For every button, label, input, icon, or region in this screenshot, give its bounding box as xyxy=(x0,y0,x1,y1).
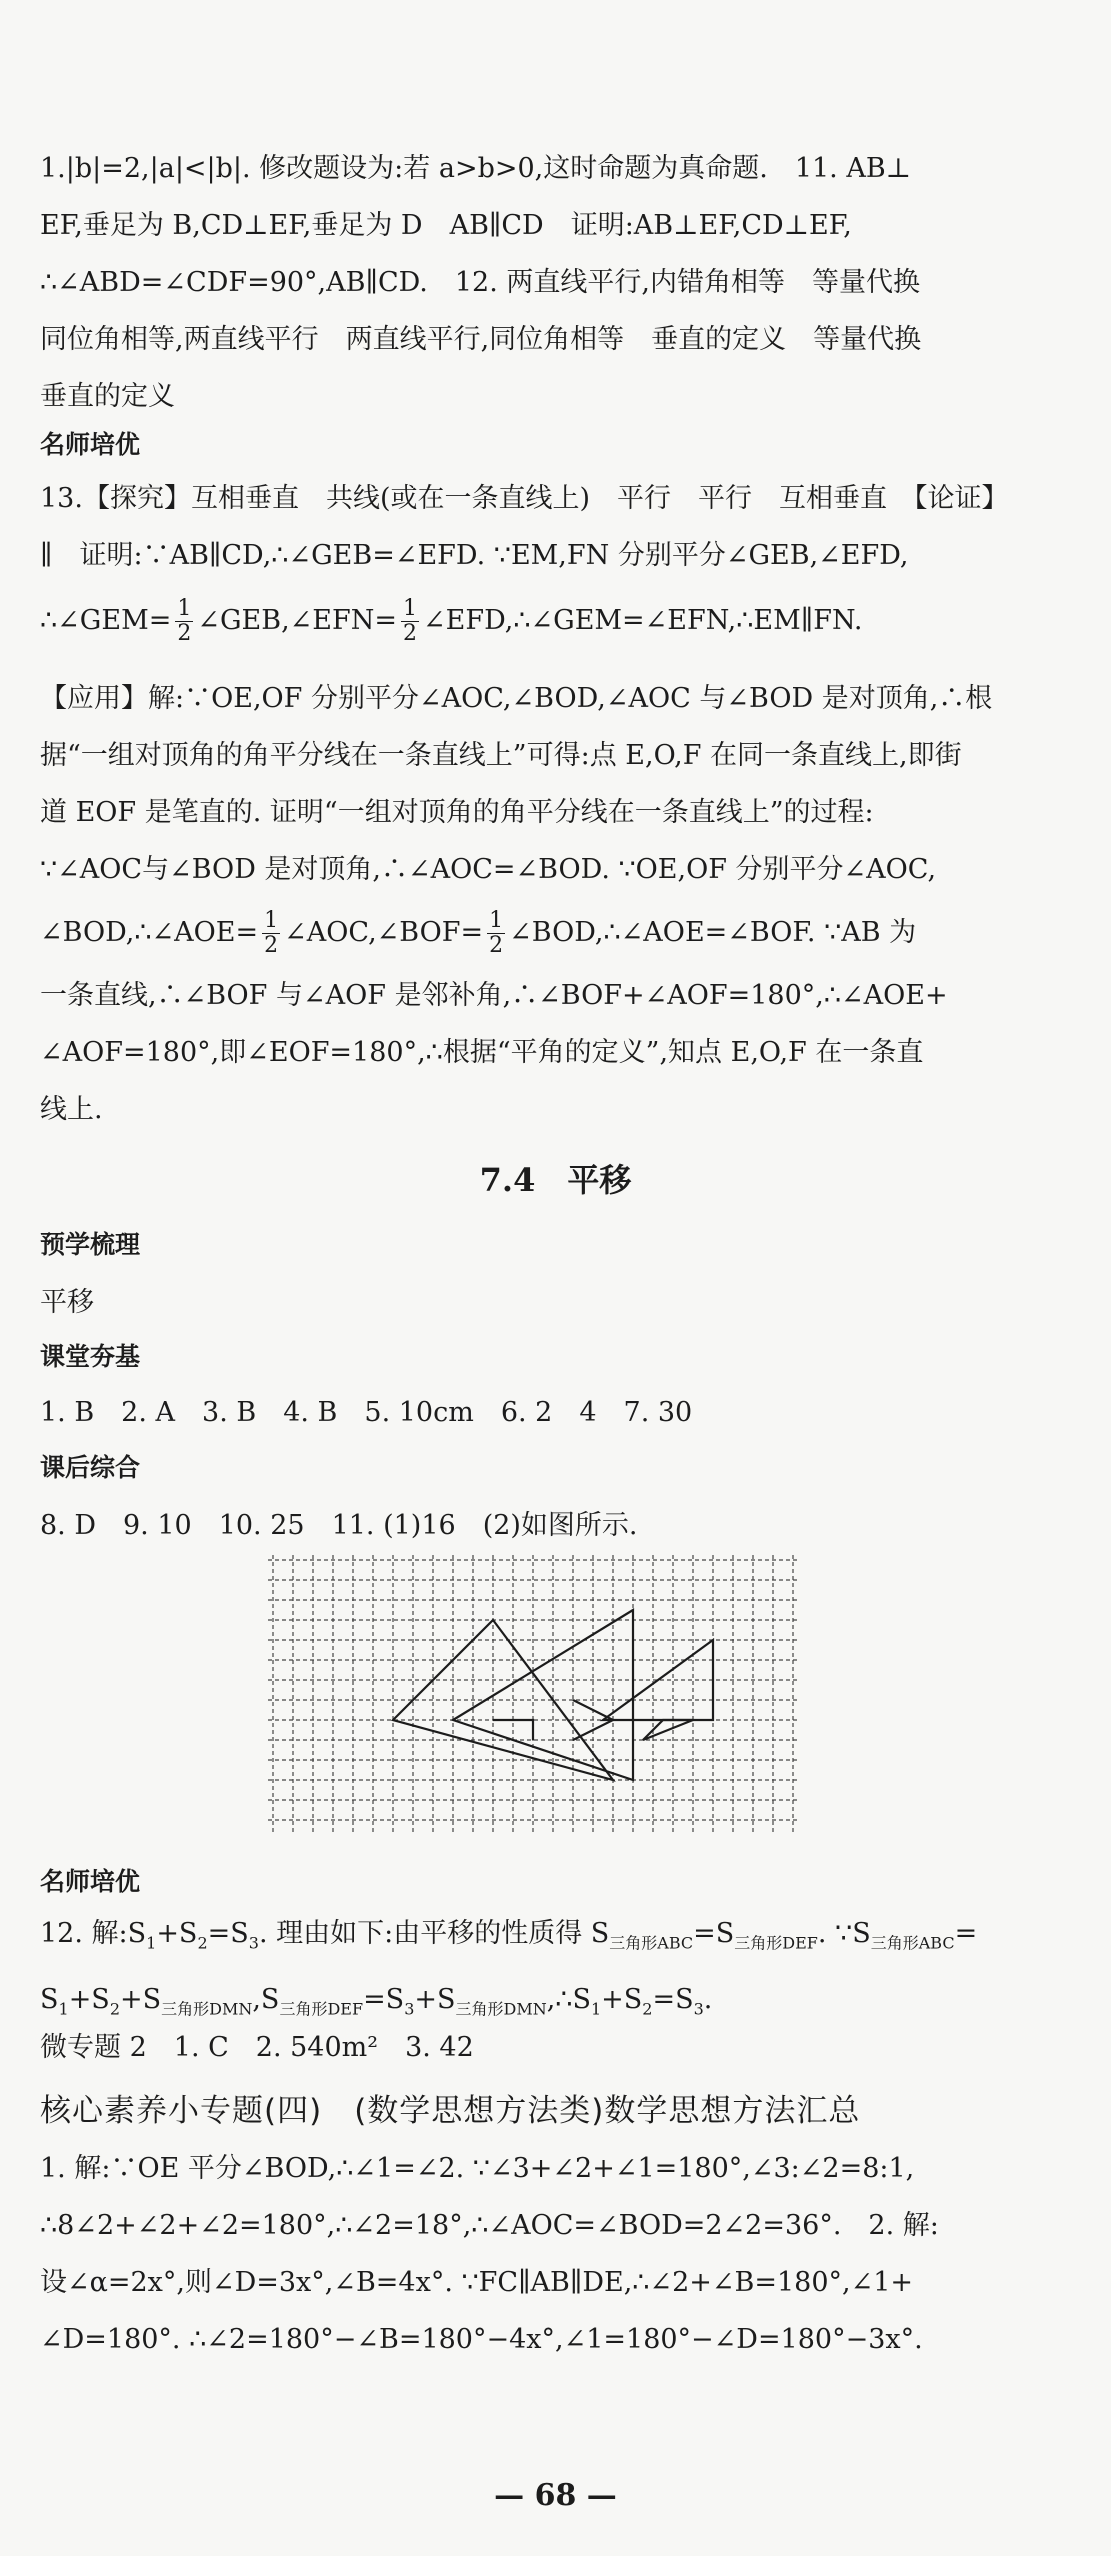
yuxue-answer: 平移 xyxy=(40,1287,94,1318)
text-line xyxy=(40,1905,1040,1971)
text-line: 一条直线,∴∠BOF 与∠AOF 是邻补角,∴∠BOF+∠AOF=180°,∴∠AOE+ xyxy=(40,980,948,1011)
text-line: 同位角相等,两直线平行 两直线平行,同位角相等 垂直的定义 等量代换 xyxy=(40,324,922,355)
answers-block-topic xyxy=(40,2140,1040,2368)
fraction-denominator: 2 xyxy=(489,933,504,958)
subscript: 2 xyxy=(109,1999,120,2019)
adjacent-page-edge xyxy=(1086,0,1111,2556)
fraction-numerator: 1 xyxy=(403,596,417,621)
section-heading-mingshi-2: 名师培优 xyxy=(40,1867,141,1896)
text-line: 1. 解:∵OE 平分∠BOD,∴∠1=∠2. ∵∠3+∠2+∠1=180°,∠3:∠2=8:1, xyxy=(40,2153,915,2184)
text-segment: ∠BOD,∴∠AOE= xyxy=(40,917,259,948)
text-line: 1.|b|=2,|a|<|b|. 修改题设为:若 a>b>0,这时命题为真命题. 11. AB⊥ xyxy=(40,153,912,184)
fraction-denominator: 2 xyxy=(264,933,279,958)
subscript: 3 xyxy=(404,1999,415,2019)
text-line-with-fractions xyxy=(40,592,1040,649)
subscript: 三角形DEF xyxy=(279,1999,364,2019)
text-segment: . ∵S xyxy=(817,1918,871,1949)
text-segment: ∠GEB,∠EFN= xyxy=(197,605,397,636)
page-number: — 68 — xyxy=(494,2478,617,2513)
section-heading-kehou: 课后综合 xyxy=(40,1453,141,1482)
text-segment: +S xyxy=(414,1984,456,2016)
section-heading-yuxue: 预学梳理 xyxy=(40,1230,141,1259)
section-heading-ketang: 课堂夯基 xyxy=(40,1342,141,1371)
fraction-half xyxy=(401,597,419,646)
translation-grid-figure xyxy=(268,1555,798,1835)
section-title: 7.4 平移 xyxy=(479,1161,632,1199)
fraction-half xyxy=(487,909,505,958)
ketang-answers: 1. B 2. A 3. B 4. B 5. 10cm 6. 2 4 7. 30 xyxy=(40,1397,693,1428)
text-segment: +S xyxy=(120,1984,162,2016)
text-line: ∥ 证明:∵AB∥CD,∴∠GEB=∠EFD. ∵EM,FN 分别平分∠GEB,∠EFD, xyxy=(40,540,909,571)
answers-block-top xyxy=(40,140,1040,425)
text-segment: . xyxy=(703,1984,713,2016)
text-segment: = xyxy=(954,1918,978,1949)
text-line: EF,垂足为 B,CD⊥EF,垂足为 D AB∥CD 证明:AB⊥EF,CD⊥EF, xyxy=(40,210,852,241)
text-line: 设∠α=2x°,则∠D=3x°,∠B=4x°. ∵FC∥AB∥DE,∴∠2+∠B=180°,∠1+ xyxy=(40,2267,914,2298)
subscript: 1 xyxy=(146,1933,157,1953)
triangle-large xyxy=(453,1610,633,1780)
fraction-denominator: 2 xyxy=(177,621,192,646)
subscript: 三角形DMN xyxy=(161,1999,253,2019)
text-segment: . 理由如下:由平移的性质得 S xyxy=(258,1918,610,1949)
fraction-numerator: 1 xyxy=(264,908,279,933)
text-segment: ∠BOD,∴∠AOE=∠BOF. ∵AB 为 xyxy=(509,917,917,948)
text-segment: ,S xyxy=(252,1984,280,2016)
text-line: 【应用】解:∵OE,OF 分别平分∠AOC,∠BOD,∠AOC 与∠BOD 是对顶角,∴根 xyxy=(40,683,993,714)
subscript: 3 xyxy=(693,1999,704,2019)
answers-block-13 xyxy=(40,470,1040,649)
fraction-half xyxy=(175,597,193,646)
text-line: 垂直的定义 xyxy=(40,381,175,412)
text-line-with-fractions xyxy=(40,904,1040,961)
text-line: ∴8∠2+∠2+∠2=180°,∴∠2=18°,∴∠AOC=∠BOD=2∠2=36°. 2. 解: xyxy=(40,2210,939,2241)
text-line: 据“一组对顶角的角平分线在一条直线上”可得:点 E,O,F 在同一条直线上,即街 xyxy=(40,740,962,771)
text-segment: ∠EFD,∴∠GEM=∠EFN,∴EM∥FN. xyxy=(423,605,863,636)
topic-title: 核心素养小专题(四) (数学思想方法类)数学思想方法汇总 xyxy=(40,2093,861,2129)
fraction-numerator: 1 xyxy=(489,908,504,933)
subscript: 2 xyxy=(642,1999,653,2019)
fraction-denominator: 2 xyxy=(403,621,417,646)
answer-12 xyxy=(40,1905,1040,2038)
kehou-answers: 8. D 9. 10 10. 25 11. (1)16 (2)如图所示. xyxy=(40,1510,638,1541)
text-line: ∠D=180°. ∴∠2=180°−∠B=180°−4x°,∠1=180°−∠D=180°−3x°. xyxy=(40,2324,923,2355)
text-segment: ∠AOC,∠BOF= xyxy=(284,917,484,948)
subscript: 三角形ABC xyxy=(870,1933,955,1953)
text-line: ∴∠ABD=∠CDF=90°,AB∥CD. 12. 两直线平行,内错角相等 等量代换 xyxy=(40,267,920,298)
text-segment: +S xyxy=(601,1984,643,2016)
text-line: ∠AOF=180°,即∠EOF=180°,∴根据“平角的定义”,知点 E,O,F 在一条直 xyxy=(40,1037,924,1068)
fraction-half xyxy=(262,909,280,958)
text-line: 线上. xyxy=(40,1094,103,1125)
section-heading-mingshi: 名师培优 xyxy=(40,430,141,459)
subscript: 三角形DEF xyxy=(734,1933,818,1953)
text-segment: +S xyxy=(156,1918,198,1949)
subscript: 1 xyxy=(58,1999,69,2019)
fraction-numerator: 1 xyxy=(177,596,192,621)
text-line: 道 EOF 是笔直的. 证明“一组对顶角的角平分线在一条直线上”的过程: xyxy=(40,797,874,828)
text-segment: 12. 解:S xyxy=(40,1918,147,1949)
triangle-small xyxy=(643,1720,693,1740)
subscript: 三角形DMN xyxy=(455,1999,547,2019)
subscript: 2 xyxy=(197,1933,208,1953)
text-segment: =S xyxy=(207,1918,249,1949)
answers-block-application xyxy=(40,670,1040,1138)
text-segment: +S xyxy=(68,1984,110,2016)
text-segment: =S xyxy=(693,1918,735,1949)
text-segment: ∴∠GEM= xyxy=(40,605,172,636)
text-segment: ,∴S xyxy=(546,1984,591,2016)
text-line: 13.【探究】互相垂直 共线(或在一条直线上) 平行 平行 互相垂直 【论证】 xyxy=(40,483,1009,514)
subscript: 1 xyxy=(590,1999,602,2019)
micro-topic-answers: 微专题 2 1. C 2. 540m² 3. 42 xyxy=(40,2032,474,2063)
text-segment: =S xyxy=(363,1984,405,2016)
text-segment: S xyxy=(40,1984,59,2016)
subscript: 3 xyxy=(248,1933,259,1953)
text-line: ∵∠AOC与∠BOD 是对顶角,∴∠AOC=∠BOD. ∵OE,OF 分别平分∠AOC, xyxy=(40,854,937,885)
subscript: 三角形ABC xyxy=(609,1933,694,1953)
text-segment: =S xyxy=(652,1984,694,2016)
grid-lines xyxy=(268,1555,798,1835)
